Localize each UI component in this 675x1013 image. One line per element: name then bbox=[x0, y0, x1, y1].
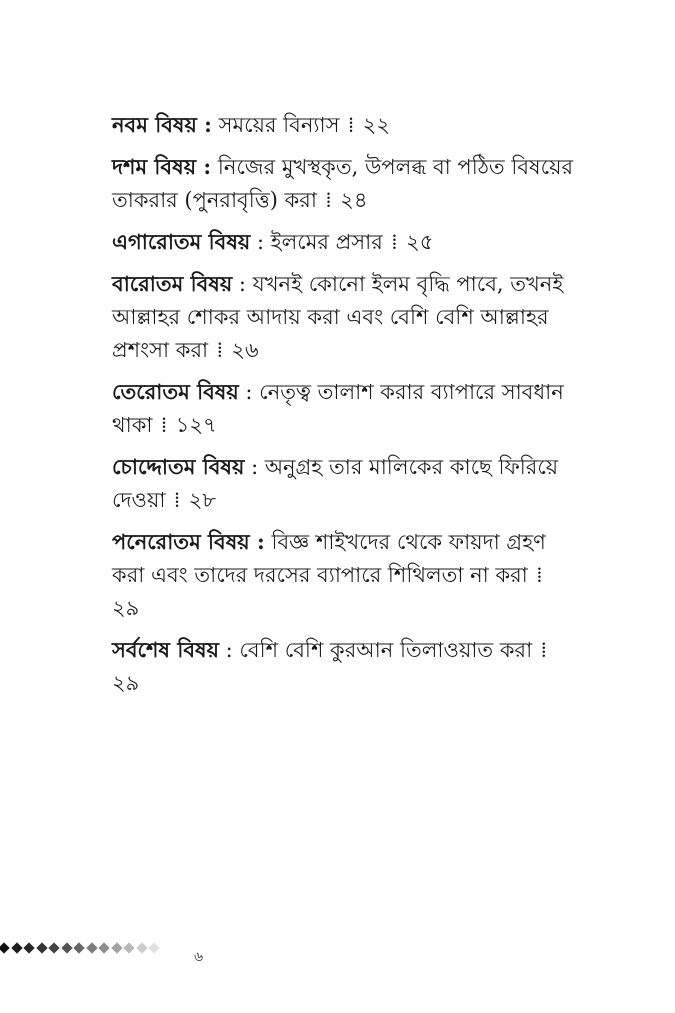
entry-title: সর্বশেষ বিষয় bbox=[112, 637, 219, 662]
separator-icon: ⁞ bbox=[325, 188, 332, 212]
entry-text: : যখনই কোনো ইলম বৃদ্ধি পাবে, তখনই আল্লাহর শোকর আদায় করা এবং বেশি বেশি আল্লাহর প্রশংসা করা bbox=[112, 272, 564, 362]
entry-page-number: ২২ bbox=[362, 113, 390, 137]
entry-page-number: ২৬ bbox=[231, 338, 259, 362]
diamond-icon bbox=[48, 942, 59, 953]
separator-icon: ⁞ bbox=[348, 113, 354, 137]
separator-icon: ⁞ bbox=[216, 338, 223, 362]
separator-icon: ⁞ bbox=[540, 638, 547, 662]
footer-diamond-ornament bbox=[0, 944, 163, 952]
diamond-icon bbox=[86, 942, 97, 953]
separator-icon: ⁞ bbox=[391, 230, 398, 254]
entry-title: এগারোতম বিষয় bbox=[112, 229, 251, 254]
entry-page-number: ২৫ bbox=[406, 230, 434, 254]
diamond-icon bbox=[111, 942, 122, 953]
toc-entry[interactable] bbox=[112, 525, 574, 625]
entry-text: : বেশি বেশি কুরআন তিলাওয়াত করা bbox=[225, 638, 533, 662]
entry-text: সময়ের বিন্যাস bbox=[218, 113, 340, 137]
separator-icon: ⁞ bbox=[536, 563, 543, 587]
diamond-icon bbox=[73, 942, 84, 953]
toc-entry[interactable] bbox=[112, 108, 574, 142]
entry-title: চোদ্দোতম বিষয় bbox=[112, 454, 245, 479]
entry-title: তেরোতম বিষয় bbox=[112, 379, 239, 404]
entry-text: বিজ্ঞ শাইখদের থেকে ফায়দা গ্রহণ করা এবং তাদের দরসের ব্যাপারে শিথিলতা না করা bbox=[112, 530, 546, 587]
entry-page-number: ২৪ bbox=[340, 188, 368, 212]
entry-text: : ইলমের প্রসার bbox=[256, 230, 383, 254]
table-of-contents bbox=[112, 108, 574, 708]
toc-entry[interactable] bbox=[112, 375, 574, 442]
entry-page-number: ২৯ bbox=[112, 596, 140, 620]
diamond-icon bbox=[11, 942, 22, 953]
entry-page-number: ২৮ bbox=[188, 488, 216, 512]
toc-entry[interactable] bbox=[112, 633, 574, 700]
entry-title: নবম বিষয় : bbox=[112, 112, 212, 137]
toc-entry[interactable] bbox=[112, 150, 574, 217]
entry-page-number: ২৯ bbox=[112, 671, 140, 695]
entry-text: নিজের মুখস্থকৃত, উপলব্ধ বা পঠিত বিষয়ের তাকরার (পুনরাবৃত্তি) করা bbox=[112, 155, 573, 212]
separator-icon: ⁞ bbox=[174, 488, 181, 512]
toc-entry[interactable] bbox=[112, 450, 574, 517]
page-number: ৬ bbox=[194, 949, 204, 965]
diamond-icon bbox=[61, 942, 72, 953]
entry-title: দশম বিষয় : bbox=[112, 154, 212, 179]
diamond-icon bbox=[36, 942, 47, 953]
entry-title: বারোতম বিষয় bbox=[112, 271, 233, 296]
diamond-icon bbox=[148, 942, 159, 953]
entry-text: : নেতৃত্ব তালাশ করার ব্যাপারে সাবধান থাকা bbox=[112, 380, 564, 437]
separator-icon: ⁞ bbox=[161, 413, 168, 437]
entry-text: : অনুগ্রহ তার মালিকের কাছে ফিরিয়ে দেওয়া bbox=[112, 455, 559, 512]
diamond-icon bbox=[123, 942, 134, 953]
diamond-icon bbox=[136, 942, 147, 953]
diamond-icon bbox=[23, 942, 34, 953]
diamond-icon bbox=[0, 942, 10, 953]
diamond-icon bbox=[98, 942, 109, 953]
entry-title: পনেরোতম বিষয় : bbox=[112, 529, 265, 554]
toc-entry[interactable] bbox=[112, 267, 574, 367]
entry-page-number: ১২৭ bbox=[175, 413, 217, 437]
toc-entry[interactable] bbox=[112, 225, 574, 259]
